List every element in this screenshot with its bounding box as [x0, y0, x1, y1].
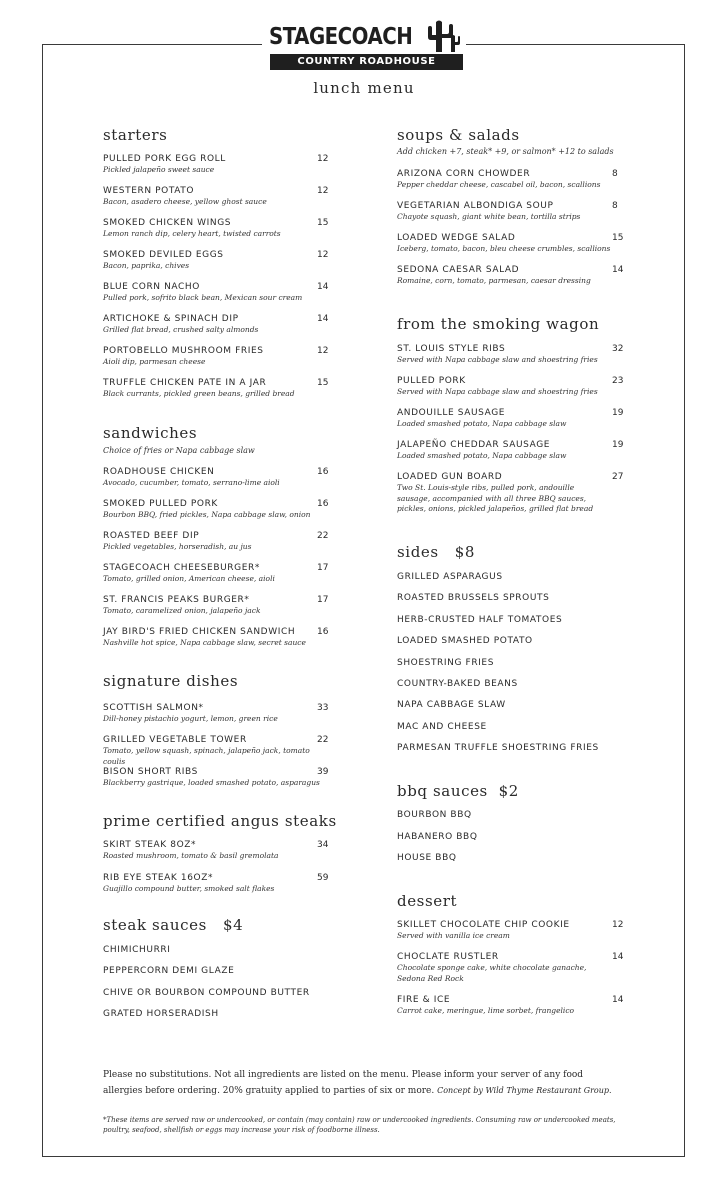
section-title-steaks: prime certified angus steaks — [103, 812, 337, 830]
logo-tagline: COUNTRY ROADHOUSE — [270, 54, 463, 70]
menu-item: ROASTED BEEF DIP Pickled vegetables, horseradish, au jus 22 — [103, 531, 329, 551]
section-title-starters: starters — [103, 126, 168, 144]
list-item: HABANERO BBQ — [397, 832, 478, 842]
menu-item: BISON SHORT RIBS Blackberry gastrique, loaded smashed potato, asparagus 39 — [103, 767, 329, 787]
section-note: Add chicken +7, steak* +9, or salmon* +12 to salads — [397, 147, 614, 156]
footer-main-text: Please no substitutions. Not all ingredients are listed on the menu. Please inform your server of any food allergies before ordering. 20% gratuity applied to parties of six or more. — [103, 1070, 584, 1096]
section-title-sides: sides $8 — [397, 543, 476, 561]
menu-item: GRILLED VEGETABLE TOWER Tomato, yellow squash, spinach, jalapeño jack, tomato coulis 22 — [103, 735, 329, 766]
menu-item: SMOKED CHICKEN WINGS Lemon ranch dip, celery heart, twisted carrots 15 — [103, 218, 329, 238]
footer-note — [103, 1067, 623, 1099]
list-item: HOUSE BBQ — [397, 853, 457, 863]
section-title-sandwiches: sandwiches — [103, 424, 198, 442]
list-item: COUNTRY-BAKED BEANS — [397, 679, 518, 689]
section-note: Choice of fries or Napa cabbage slaw — [103, 446, 255, 455]
menu-item: SCOTTISH SALMON* Dill-honey pistachio yogurt, lemon, green rice 33 — [103, 703, 329, 723]
menu-item: PULLED PORK EGG ROLL Pickled jalapeño sweet sauce 12 — [103, 154, 329, 174]
steak-sauces-price: $4 — [223, 916, 244, 934]
section-title-signature: signature dishes — [103, 672, 239, 690]
menu-item: SMOKED PULLED PORK Bourbon BBQ, fried pickles, Napa cabbage slaw, onion 16 — [103, 499, 329, 519]
section-title-smoking-wagon: from the smoking wagon — [397, 315, 600, 333]
list-item: CHIMICHURRI — [103, 945, 171, 955]
list-item: BOURBON BBQ — [397, 810, 472, 820]
menu-item: PULLED PORK Served with Napa cabbage slaw and shoestring fries 23 — [397, 376, 624, 396]
menu-item: LOADED GUN BOARD Two St. Louis-style ribs, pulled pork, andouille sausage, accompanied with all three BBQ sauces, pickles, onions, pickled jalapeños, grilled flat bread 27 — [397, 472, 624, 513]
menu-item: SMOKED DEVILED EGGS Bacon, paprika, chives 12 — [103, 250, 329, 270]
raw-food-disclaimer: *These items are served raw or undercooked, or contain (may contain) raw or undercooked ingredients. Consuming raw or undercooked meats, poultry, seafood, shellfish or eggs may increase your risk of foodborne illness. — [103, 1116, 616, 1134]
list-item: SHOESTRING FRIES — [397, 658, 495, 668]
menu-item: SKILLET CHOCOLATE CHIP COOKIE Served with vanilla ice cream 12 — [397, 920, 624, 940]
menu-item: ARIZONA CORN CHOWDER Pepper cheddar cheese, cascabel oil, bacon, scallions 8 — [397, 169, 618, 189]
footer-concept-text: Concept by Wild Thyme Restaurant Group. — [437, 1086, 612, 1095]
menu-item: JAY BIRD'S FRIED CHICKEN SANDWICH Nashville hot spice, Napa cabbage slaw, secret sauce 16 — [103, 627, 329, 647]
list-item: PEPPERCORN DEMI GLAZE — [103, 966, 235, 976]
list-item: LOADED SMASHED POTATO — [397, 636, 533, 646]
list-item: MAC AND CHEESE — [397, 722, 487, 732]
menu-item: SEDONA CAESAR SALAD Romaine, corn, tomato, parmesan, caesar dressing 14 — [397, 265, 624, 285]
list-item: GRATED HORSERADISH — [103, 1009, 219, 1019]
list-item: PARMESAN TRUFFLE SHOESTRING FRIES — [397, 743, 599, 753]
bbq-sauces-price: $2 — [498, 782, 519, 800]
sides-price: $8 — [454, 543, 476, 561]
stagecoach-logo — [262, 18, 466, 74]
menu-item: PORTOBELLO MUSHROOM FRIES Aioli dip, parmesan cheese 12 — [103, 346, 329, 366]
menu-item: LOADED WEDGE SALAD Iceberg, tomato, bacon, bleu cheese crumbles, scallions 15 — [397, 233, 624, 253]
menu-item: ARTICHOKE & SPINACH DIP Grilled flat bread, crushed salty almonds 14 — [103, 314, 329, 334]
menu-item: TRUFFLE CHICKEN PATE IN A JAR Black currants, pickled green beans, grilled bread 15 — [103, 378, 329, 398]
section-title-steak-sauces: steak sauces $4 — [103, 916, 244, 934]
menu-item: ROADHOUSE CHICKEN Avocado, cucumber, tomato, serrano-lime aioli 16 — [103, 467, 329, 487]
menu-item: RIB EYE STEAK 16OZ* Guajillo compound butter, smoked salt flakes 59 — [103, 873, 329, 893]
menu-item: JALAPEÑO CHEDDAR SAUSAGE Loaded smashed potato, Napa cabbage slaw 19 — [397, 440, 624, 460]
list-item: CHIVE OR BOURBON COMPOUND BUTTER — [103, 988, 310, 998]
menu-item: ANDOUILLE SAUSAGE Loaded smashed potato, Napa cabbage slaw 19 — [397, 408, 624, 428]
menu-item: WESTERN POTATO Bacon, asadero cheese, yellow ghost sauce 12 — [103, 186, 329, 206]
menu-item: STAGECOACH CHEESEBURGER* Tomato, grilled onion, American cheese, aioli 17 — [103, 563, 329, 583]
list-item: NAPA CABBAGE SLAW — [397, 700, 506, 710]
menu-item: VEGETARIAN ALBONDIGA SOUP Chayote squash, giant white bean, tortilla strips 8 — [397, 201, 618, 221]
menu-item: CHOCLATE RUSTLER Chocolate sponge cake, white chocolate ganache, Sedona Red Rock 14 — [397, 952, 624, 983]
logo-wordmark: STAGECOACH — [269, 24, 413, 50]
section-title-dessert: dessert — [397, 892, 458, 910]
menu-item: ST. LOUIS STYLE RIBS Served with Napa cabbage slaw and shoestring fries 32 — [397, 344, 624, 364]
menu-item: ST. FRANCIS PEAKS BURGER* Tomato, caramelized onion, jalapeño jack 17 — [103, 595, 329, 615]
section-title-bbq-sauces: bbq sauces $2 — [397, 782, 519, 800]
menu-item: SKIRT STEAK 8OZ* Roasted mushroom, tomato & basil gremolata 34 — [103, 840, 329, 860]
list-item: HERB-CRUSTED HALF TOMATOES — [397, 615, 563, 625]
page-title: lunch menu — [313, 79, 415, 97]
list-item: ROASTED BRUSSELS SPROUTS — [397, 593, 550, 603]
menu-item: BLUE CORN NACHO Pulled pork, sofrito black bean, Mexican sour cream 14 — [103, 282, 329, 302]
list-item: GRILLED ASPARAGUS — [397, 572, 503, 582]
section-title-soups-salads: soups & salads — [397, 126, 520, 144]
menu-item: FIRE & ICE Carrot cake, meringue, lime sorbet, frangelico 14 — [397, 995, 624, 1015]
